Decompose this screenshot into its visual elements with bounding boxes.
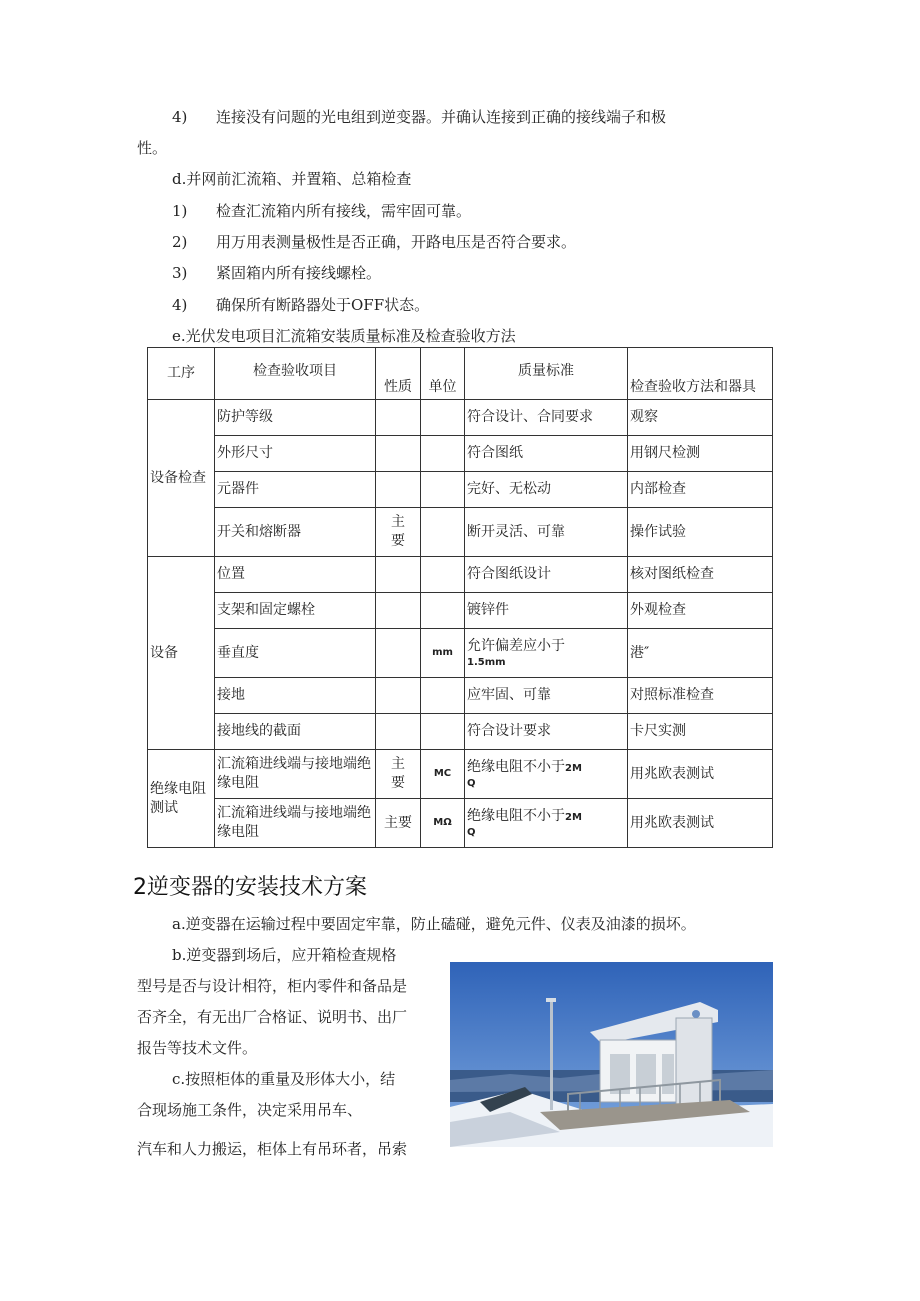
cell-standard bbox=[465, 629, 628, 678]
cell-unit bbox=[421, 678, 465, 714]
quality-table bbox=[147, 347, 773, 848]
standard-value-cont: Q bbox=[467, 777, 476, 789]
group-equipment-check: 设备检查 bbox=[148, 400, 215, 557]
paragraph-c-line: 汽车和人力搬运，柜体上有吊环者，吊索 bbox=[137, 1140, 408, 1158]
cell-method: 用兆欧表测试 bbox=[628, 750, 773, 799]
cell-standard bbox=[465, 750, 628, 799]
table-row bbox=[148, 750, 773, 799]
list-number: 4) bbox=[172, 108, 188, 126]
list-text: 紧固箱内所有接线螺栓。 bbox=[216, 264, 382, 282]
header-nature: 性质 bbox=[376, 348, 421, 400]
cell-unit bbox=[421, 472, 465, 508]
section-heading-e: e.光伏发电项目汇流箱安装质量标准及检查验收方法 bbox=[172, 327, 516, 345]
table-row bbox=[148, 799, 773, 848]
table-row bbox=[148, 714, 773, 750]
paragraph-b-line: 型号是否与设计相符，柜内零件和备品是 bbox=[137, 977, 408, 995]
cell-method: 对照标准检查 bbox=[628, 678, 773, 714]
cell-unit: MΩ bbox=[421, 799, 465, 848]
table-header-row bbox=[148, 348, 773, 400]
cell-standard: 符合设计、合同要求 bbox=[465, 400, 628, 436]
list-item bbox=[172, 106, 666, 127]
cell-standard: 符合图纸 bbox=[465, 436, 628, 472]
cell-standard: 应牢固、可靠 bbox=[465, 678, 628, 714]
cell-nature bbox=[376, 678, 421, 714]
paragraph-b-line: 报告等技术文件。 bbox=[137, 1039, 258, 1057]
cell-standard: 符合图纸设计 bbox=[465, 557, 628, 593]
photo-illustration bbox=[450, 962, 773, 1147]
cell-unit bbox=[421, 593, 465, 629]
cell-item: 垂直度 bbox=[215, 629, 376, 678]
cell-standard bbox=[465, 799, 628, 848]
header-item: 检查验收项目 bbox=[215, 348, 376, 400]
header-method: 检查验收方法和器具 bbox=[628, 348, 773, 400]
cell-nature: 主要 bbox=[376, 799, 421, 848]
cell-method: 用兆欧表测试 bbox=[628, 799, 773, 848]
cell-standard: 符合设计要求 bbox=[465, 714, 628, 750]
cell-nature bbox=[376, 436, 421, 472]
list-item bbox=[172, 294, 429, 315]
cell-standard: 镀锌件 bbox=[465, 593, 628, 629]
paragraph-continuation: 性。 bbox=[137, 139, 168, 157]
list-text: 确保所有断路器处于OFF状态。 bbox=[216, 296, 430, 314]
list-text: 检查汇流箱内所有接线，需牢固可靠。 bbox=[216, 202, 472, 220]
standard-value: 1.5mm bbox=[467, 656, 506, 668]
header-unit: 单位 bbox=[421, 348, 465, 400]
paragraph-b-line: b.逆变器到场后，应开箱检查规格 bbox=[172, 946, 397, 964]
cell-unit bbox=[421, 436, 465, 472]
table-row bbox=[148, 400, 773, 436]
cell-method: 港″ bbox=[628, 629, 773, 678]
standard-line bbox=[467, 807, 625, 826]
cell-nature bbox=[376, 472, 421, 508]
cell-nature: 主要 bbox=[376, 750, 421, 799]
standard-line bbox=[467, 758, 625, 777]
cell-item: 支架和固定螺栓 bbox=[215, 593, 376, 629]
cell-item: 位置 bbox=[215, 557, 376, 593]
cell-item: 接地线的截面 bbox=[215, 714, 376, 750]
table-row bbox=[148, 436, 773, 472]
cell-unit bbox=[421, 557, 465, 593]
list-text: 用万用表测量极性是否正确，开路电压是否符合要求。 bbox=[216, 233, 577, 251]
cell-standard: 断开灵活、可靠 bbox=[465, 508, 628, 557]
standard-value: 2M bbox=[565, 762, 582, 774]
list-number: 2) bbox=[172, 233, 188, 251]
inverter-station-photo bbox=[450, 962, 773, 1147]
cell-item: 开关和熔断器 bbox=[215, 508, 376, 557]
cell-item: 外形尺寸 bbox=[215, 436, 376, 472]
section-heading-d: d.并网前汇流箱、并置箱、总箱检查 bbox=[172, 170, 412, 188]
header-process: 工序 bbox=[148, 348, 215, 400]
list-item bbox=[172, 231, 576, 252]
cell-nature bbox=[376, 629, 421, 678]
standard-text: 允许偏差应小于 bbox=[467, 637, 565, 654]
cell-method: 内部检查 bbox=[628, 472, 773, 508]
cell-item: 元器件 bbox=[215, 472, 376, 508]
list-number: 1) bbox=[172, 202, 188, 220]
standard-text: 绝缘电阻不小于 bbox=[467, 807, 565, 824]
cell-unit: mm bbox=[421, 629, 465, 678]
table-row bbox=[148, 472, 773, 508]
table-row bbox=[148, 629, 773, 678]
paragraph-a: a.逆变器在运输过程中要固定牢靠，防止磕碰，避免元件、仪表及油漆的损坏。 bbox=[172, 915, 696, 933]
group-equipment: 设备 bbox=[148, 557, 215, 750]
group-insulation-test: 绝缘电阻测试 bbox=[148, 750, 215, 848]
list-item bbox=[172, 200, 471, 221]
cell-item: 汇流箱进线端与接地端绝缘电阻 bbox=[215, 799, 376, 848]
cell-unit bbox=[421, 508, 465, 557]
cell-item: 接地 bbox=[215, 678, 376, 714]
cell-nature bbox=[376, 557, 421, 593]
cell-method: 观察 bbox=[628, 400, 773, 436]
cell-method: 核对图纸检查 bbox=[628, 557, 773, 593]
table-row bbox=[148, 678, 773, 714]
list-item bbox=[172, 262, 381, 283]
standard-value-cont: Q bbox=[467, 826, 476, 838]
paragraph-b-line: 否齐全，有无出厂合格证、说明书、出厂 bbox=[137, 1008, 408, 1026]
cell-unit bbox=[421, 400, 465, 436]
paragraph-c-line: 合现场施工条件，决定采用吊车、 bbox=[137, 1101, 363, 1119]
cell-nature: 主要 bbox=[376, 508, 421, 557]
section-title: 2逆变器的安装技术方案 bbox=[133, 875, 367, 900]
list-number: 3) bbox=[172, 264, 188, 282]
table-row bbox=[148, 593, 773, 629]
cell-unit bbox=[421, 714, 465, 750]
cell-method: 用钢尺检测 bbox=[628, 436, 773, 472]
cell-method: 外观检查 bbox=[628, 593, 773, 629]
standard-value: 2M bbox=[565, 811, 582, 823]
standard-text: 绝缘电阻不小于 bbox=[467, 758, 565, 775]
cell-method: 操作试验 bbox=[628, 508, 773, 557]
cell-nature bbox=[376, 400, 421, 436]
cell-method: 卡尺实测 bbox=[628, 714, 773, 750]
cell-item: 汇流箱进线端与接地端绝缘电阻 bbox=[215, 750, 376, 799]
list-number: 4) bbox=[172, 296, 188, 314]
cell-item: 防护等级 bbox=[215, 400, 376, 436]
cell-standard: 完好、无松动 bbox=[465, 472, 628, 508]
table-row bbox=[148, 557, 773, 593]
cell-nature bbox=[376, 714, 421, 750]
list-text: 连接没有问题的光电组到逆变器。并确认连接到正确的接线端子和极 bbox=[216, 108, 667, 126]
cell-nature bbox=[376, 593, 421, 629]
cell-unit: MC bbox=[421, 750, 465, 799]
header-standard: 质量标准 bbox=[465, 348, 628, 400]
paragraph-c-line: c.按照柜体的重量及形体大小，结 bbox=[172, 1070, 396, 1088]
table-row bbox=[148, 508, 773, 557]
